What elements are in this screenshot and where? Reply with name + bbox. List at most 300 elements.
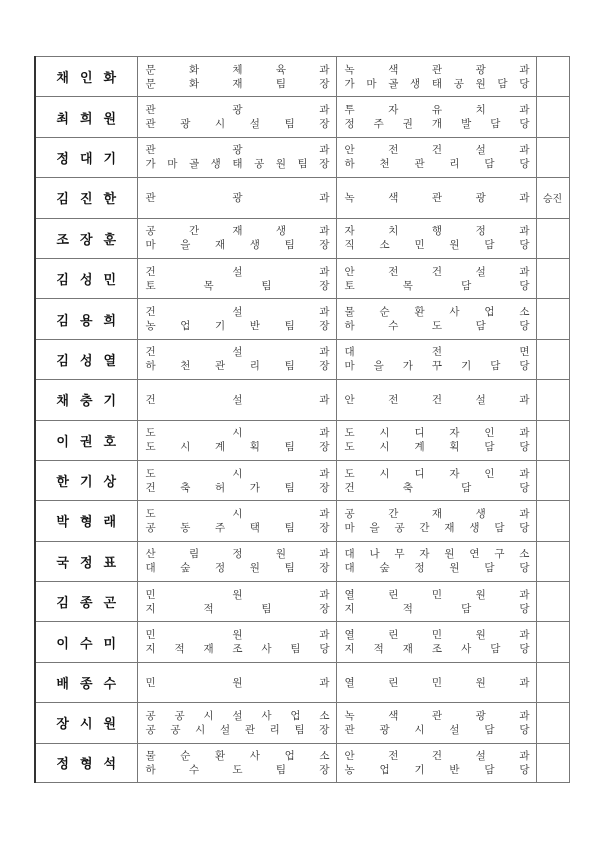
position-char: 환 [215,749,226,762]
position-char: 공 [394,521,405,534]
position-char: 권 [402,118,413,131]
position-char: 과 [519,63,530,76]
position-char: 원 [232,588,243,601]
position-char: 체 [232,63,243,76]
position-char: 시 [215,118,226,131]
position-char: 자 [449,427,460,440]
position-char: 민 [431,629,443,642]
note-cell [536,541,569,581]
position-char: 설 [232,393,243,406]
position-char: 시 [180,441,191,454]
previous-position-line [146,63,330,77]
position-char: 설 [449,723,460,736]
previous-position-line [146,676,330,690]
position-char: 과 [319,265,330,278]
position-char: 건 [145,346,156,359]
new-position-line [345,561,530,575]
position-char: 팀 [261,602,272,615]
new-position-line [345,547,530,561]
position-char: 팀 [284,521,295,534]
note-cell [536,743,569,782]
position-char: 소 [519,548,530,561]
employee-name: 국정표 [56,555,128,571]
previous-position-line [146,103,330,117]
position-char: 재 [232,225,243,238]
new-position-line [345,359,530,373]
position-char: 간 [419,521,430,534]
roster-body [35,57,569,783]
previous-position-cell [137,178,336,218]
employee-name-cell [35,178,137,218]
previous-position-line [146,345,330,359]
previous-position-cell [137,743,336,782]
position-char: 원 [232,676,243,689]
position-char: 광 [232,191,243,204]
position-char: 나 [369,548,380,561]
position-char: 자 [388,104,399,117]
position-char: 시 [195,723,206,736]
position-char: 원 [449,562,460,575]
position-char: 건 [431,749,443,762]
position-char: 과 [519,225,530,238]
position-char: 시 [379,441,390,454]
position-char: 건 [431,144,443,157]
position-char: 지 [145,602,156,615]
position-char: 가 [145,158,156,171]
position-char: 재 [232,77,243,90]
position-char: 담 [475,320,486,333]
previous-position-line [146,588,330,602]
position-char: 당 [519,643,530,656]
position-char: 담 [461,279,472,292]
position-char: 시 [414,723,425,736]
position-char: 생 [249,239,260,252]
position-char: 담 [490,118,501,131]
position-char: 마 [145,239,156,252]
position-char: 안 [344,144,355,157]
position-char: 하 [344,158,355,171]
position-char: 과 [519,629,530,642]
position-char: 물 [145,749,156,762]
table-row [35,622,569,662]
position-char: 광 [180,118,191,131]
position-char: 팀 [294,723,305,736]
position-char: 가 [402,360,413,373]
position-char: 물 [344,306,355,319]
note-cell [536,57,569,97]
previous-position-line [146,749,330,763]
new-position-cell [336,178,536,218]
employee-name: 박형래 [56,515,128,531]
employee-name: 정형석 [56,757,128,773]
position-char: 꾸 [431,360,443,373]
position-char: 린 [388,676,399,689]
position-char: 시 [379,467,390,480]
position-char: 장 [319,481,330,494]
table-row [35,339,569,379]
table-row [35,460,569,500]
table-row [35,501,569,541]
position-char: 린 [388,629,399,642]
note-cell [536,299,569,339]
position-char: 안 [344,749,355,762]
new-position-cell [336,622,536,662]
position-char: 담 [497,77,508,90]
position-char: 팀 [297,158,308,171]
position-char: 안 [344,393,355,406]
position-char: 골 [188,158,200,171]
position-char: 과 [519,749,530,762]
employee-name-cell [35,743,137,782]
position-char: 팀 [284,239,295,252]
employee-name-cell [35,582,137,622]
position-char: 공 [453,77,464,90]
new-position-line [345,224,530,238]
position-char: 색 [388,63,399,76]
new-position-cell [336,57,536,97]
position-char: 업 [484,306,495,319]
position-char: 녹 [344,191,355,204]
position-char: 화 [188,77,200,90]
position-char: 업 [379,763,390,776]
position-char: 소 [519,306,530,319]
new-position-line [345,63,530,77]
employee-name: 조장훈 [56,232,128,248]
position-char: 민 [145,676,156,689]
position-char: 획 [249,441,260,454]
position-char: 사 [449,306,460,319]
position-char: 당 [519,763,530,776]
new-position-line [345,345,530,359]
previous-position-cell [137,703,336,743]
previous-position-cell [137,137,336,177]
position-char: 관 [431,709,443,722]
position-char: 장 [319,723,330,736]
position-char: 원 [449,239,460,252]
position-char: 리 [449,158,460,171]
employee-name-cell [35,703,137,743]
previous-position-cell [137,380,336,420]
table-row [35,57,569,97]
position-char: 민 [431,676,443,689]
position-char: 하 [344,320,355,333]
employee-name-cell [35,420,137,460]
position-char: 원 [275,548,287,561]
new-position-line [345,305,530,319]
new-position-line [345,238,530,252]
position-char: 인 [484,467,495,480]
previous-position-cell [137,218,336,258]
employee-name: 장시원 [56,717,128,733]
position-char: 과 [319,427,330,440]
new-position-line [345,157,530,171]
position-char: 과 [519,104,530,117]
position-char: 관 [431,63,443,76]
position-char: 과 [319,144,330,157]
previous-position-line [146,723,330,737]
position-char: 담 [461,602,472,615]
note-cell [536,582,569,622]
position-char: 시 [232,427,243,440]
new-position-line [345,191,530,205]
position-char: 시 [232,467,243,480]
position-char: 시 [203,709,214,722]
position-char: 담 [484,562,495,575]
position-char: 민 [414,239,425,252]
position-char: 과 [319,191,330,204]
previous-position-line [146,393,330,407]
position-char: 열 [344,588,355,601]
position-char: 과 [519,588,530,601]
position-char: 간 [188,225,200,238]
previous-position-line [146,238,330,252]
position-char: 색 [388,191,399,204]
position-char: 관 [145,118,156,131]
position-char: 시 [232,507,243,520]
position-char: 무 [394,548,405,561]
previous-position-line [146,561,330,575]
position-char: 환 [414,306,425,319]
position-char: 설 [219,723,231,736]
position-char: 당 [519,158,530,171]
position-char: 반 [449,763,460,776]
position-char: 천 [379,158,390,171]
previous-position-line [146,521,330,535]
employee-name: 정대기 [56,151,128,167]
new-position-cell [336,743,536,782]
previous-position-line [146,157,330,171]
previous-position-line [146,359,330,373]
position-char: 설 [232,709,243,722]
position-char: 수 [388,320,399,333]
position-char: 관 [344,723,355,736]
position-char: 기 [414,763,425,776]
position-char: 장 [319,562,330,575]
new-position-cell [336,541,536,581]
position-char: 전 [388,144,399,157]
position-char: 과 [319,676,330,689]
position-char: 장 [319,279,330,292]
new-position-line [345,77,530,91]
position-char: 을 [373,360,384,373]
position-char: 마 [344,360,355,373]
employee-name-cell [35,662,137,702]
position-char: 적 [373,643,384,656]
position-char: 광 [232,104,243,117]
position-char: 과 [519,393,530,406]
previous-position-cell [137,97,336,137]
position-char: 원 [275,158,286,171]
employee-name-cell [35,339,137,379]
table-row [35,258,569,298]
position-char: 도 [145,507,156,520]
position-char: 공 [170,723,181,736]
new-position-cell [336,258,536,298]
position-char: 당 [519,723,530,736]
previous-position-line [146,319,330,333]
position-char: 담 [494,521,505,534]
table-row [35,703,569,743]
note-cell [536,137,569,177]
previous-position-line [146,507,330,521]
position-char: 색 [388,709,399,722]
position-char: 당 [519,441,530,454]
employee-name-cell [35,57,137,97]
position-char: 도 [232,763,243,776]
position-char: 수 [188,763,200,776]
personnel-roster-table [34,56,570,783]
position-char: 원 [475,588,486,601]
previous-position-line [146,265,330,279]
position-char: 을 [369,521,380,534]
new-position-line [345,521,530,535]
position-char: 당 [519,239,530,252]
position-char: 팀 [284,562,295,575]
position-char: 주 [373,118,384,131]
table-row [35,218,569,258]
position-char: 관 [244,723,255,736]
position-char: 적 [203,602,214,615]
previous-position-line [146,547,330,561]
position-char: 재 [402,643,413,656]
position-char: 장 [319,77,330,90]
position-char: 디 [414,467,425,480]
position-char: 계 [414,441,425,454]
new-position-cell [336,662,536,702]
table-row [35,743,569,782]
new-position-line [345,319,530,333]
position-char: 관 [145,104,156,117]
position-char: 당 [519,481,530,494]
position-char: 과 [319,393,330,406]
position-char: 축 [402,481,413,494]
new-position-line [345,642,530,656]
previous-position-line [146,224,330,238]
new-position-line [345,440,530,454]
position-char: 생 [410,77,421,90]
note-cell [536,501,569,541]
position-char: 문 [145,77,156,90]
position-char: 가 [249,481,260,494]
position-char: 과 [319,225,330,238]
position-char: 설 [475,144,486,157]
position-char: 기 [215,320,226,333]
position-char: 당 [519,77,530,90]
employee-name-cell [35,501,137,541]
position-char: 정 [215,562,226,575]
position-char: 계 [215,441,226,454]
position-char: 당 [519,602,530,615]
position-char: 팀 [284,481,295,494]
position-char: 당 [519,360,530,373]
position-char: 생 [469,521,480,534]
position-char: 도 [145,441,156,454]
table-row [35,541,569,581]
note-cell [536,662,569,702]
position-char: 과 [519,507,530,520]
position-char: 공 [145,225,156,238]
position-char: 원 [444,548,455,561]
new-position-cell [336,501,536,541]
position-char: 사 [261,709,272,722]
previous-position-cell [137,57,336,97]
position-char: 목 [203,279,214,292]
position-char: 림 [188,548,200,561]
position-char: 설 [475,393,486,406]
position-char: 업 [290,709,301,722]
new-position-line [345,143,530,157]
position-char: 순 [180,749,191,762]
previous-position-line [146,305,330,319]
position-char: 과 [519,676,530,689]
employee-name: 최희원 [56,111,128,127]
position-char: 과 [519,144,530,157]
position-char: 과 [319,548,330,561]
new-position-line [345,117,530,131]
previous-position-line [146,763,330,777]
position-char: 도 [344,441,355,454]
position-char: 원 [249,562,260,575]
position-char: 도 [344,467,355,480]
position-char: 도 [145,467,156,480]
note-cell [536,97,569,137]
position-char: 지 [145,643,156,656]
position-char: 팀 [290,643,301,656]
position-char: 공 [145,521,156,534]
previous-position-line [146,467,330,481]
position-char: 장 [319,118,330,131]
position-char: 담 [461,481,472,494]
position-char: 장 [319,763,330,776]
position-char: 담 [484,239,495,252]
position-char: 장 [319,602,330,615]
position-char: 공 [145,709,156,722]
position-char: 정 [344,118,355,131]
employee-name: 김용희 [56,313,128,329]
position-char: 팀 [284,360,295,373]
new-position-line [345,393,530,407]
position-char: 공 [174,709,185,722]
previous-position-cell [137,258,336,298]
position-char: 인 [484,427,495,440]
new-position-cell [336,380,536,420]
position-char: 대 [145,562,156,575]
position-char: 재 [203,643,214,656]
new-position-line [345,749,530,763]
new-position-line [345,676,530,690]
position-char: 태 [232,158,243,171]
position-char: 가 [344,77,355,90]
position-char: 관 [145,144,156,157]
position-char: 설 [232,265,243,278]
position-char: 과 [319,104,330,117]
position-char: 원 [475,676,486,689]
new-position-line [345,763,530,777]
employee-name-cell [35,258,137,298]
position-char: 담 [490,643,501,656]
position-char: 과 [319,467,330,480]
position-char: 민 [145,588,156,601]
employee-name: 한기상 [56,475,128,491]
note-cell [536,218,569,258]
position-char: 관 [431,191,443,204]
position-char: 도 [145,427,156,440]
position-char: 원 [475,629,486,642]
position-char: 광 [475,63,486,76]
position-char: 열 [344,629,355,642]
employee-name: 채인화 [56,71,128,87]
employee-name: 이권호 [56,434,128,450]
